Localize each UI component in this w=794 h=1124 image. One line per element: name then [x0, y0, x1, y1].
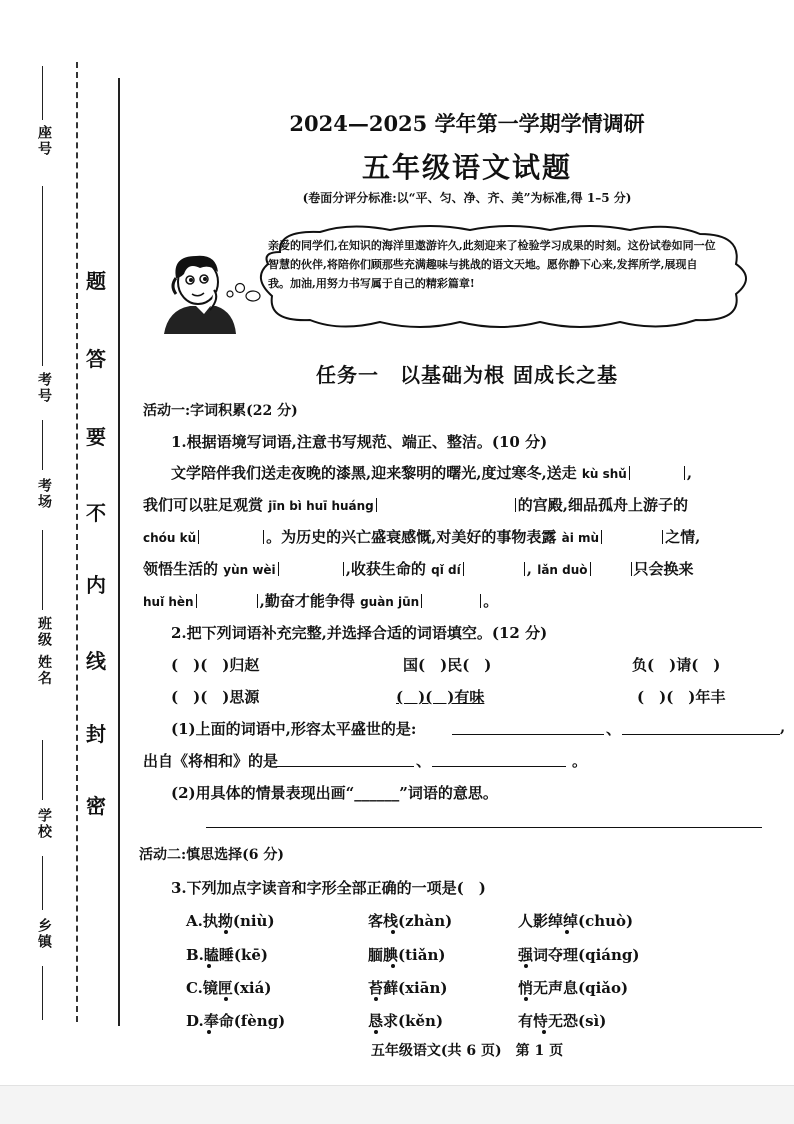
- emphasis-dot: [565, 930, 569, 934]
- pinyin-prompt: guàn jūn: [360, 595, 420, 609]
- room-label: 考场: [36, 478, 52, 510]
- seal-char: 答: [86, 347, 106, 371]
- emphasis-dot: [524, 997, 528, 1001]
- emphasis-dot: [391, 964, 395, 968]
- option-word: 恳求(kěn): [368, 1012, 444, 1030]
- option-word: 苔藓(xiān): [368, 979, 448, 997]
- school-label: 学校: [36, 808, 52, 840]
- idiom-fill[interactable]: ( )( )年丰: [637, 688, 726, 706]
- passage-text: 的宫殿,细品孤舟上游子的: [517, 496, 689, 514]
- sub-question: (1)上面的词语中,形容太平盛世的是:: [171, 720, 417, 738]
- emphasis-dot: [374, 997, 378, 1001]
- passage-text: ,收获生命的: [345, 560, 426, 578]
- pinyin-prompt: jīn bì huī huáng: [268, 499, 374, 513]
- greeting-text: 亲爱的同学们,在知识的海洋里遨游许久,此刻迎来了检验学习成果的时刻。这份试卷如同一位智慧的伙伴,将陪你们顾那些充满趣味与挑战的语文天地。愿你静下心来,发挥所学,展现自我。加油,用努力书写属于自己的精彩篇章!: [268, 239, 716, 290]
- idiom-fill[interactable]: ( )( )归赵: [171, 656, 260, 674]
- passage-text: 。: [483, 592, 499, 610]
- option-word[interactable]: A.执拗(niù): [186, 912, 275, 930]
- option-word: 强词夺理(qiáng): [518, 946, 640, 964]
- passage-text: 文学陪伴我们送走夜晚的漆黑,迎来黎明的曙光,度过寒冬,送走: [171, 464, 577, 482]
- seal-char: 要: [86, 425, 106, 449]
- seal-char: 封: [86, 722, 106, 746]
- passage-text: ,: [526, 560, 532, 578]
- idiom-fill-underlined[interactable]: ( )( )有味: [396, 688, 485, 706]
- idiom-fill[interactable]: ( )( )思源: [171, 688, 260, 706]
- seal-char: 内: [86, 573, 106, 597]
- option-word[interactable]: C.镜匣(xiá): [186, 979, 272, 997]
- class-name-label: 班级 姓名: [36, 616, 52, 687]
- viewer-bottom-bar: [0, 1085, 794, 1124]
- pinyin-prompt: qǐ dí: [431, 563, 461, 577]
- emphasis-dot: [207, 1030, 211, 1034]
- option-word: 客栈(zhàn): [368, 912, 453, 930]
- passage-text: 领悟生活的: [143, 560, 219, 578]
- exam-no-label: 考号: [36, 372, 52, 404]
- option-word: 有恃无恐(sì): [518, 1012, 607, 1030]
- pinyin-prompt: yùn wèi: [223, 563, 276, 577]
- pinyin-prompt: ài mù: [561, 531, 600, 545]
- question-prompt: 2.把下列词语补充完整,并选择合适的词语填空。(12 分): [171, 624, 548, 642]
- separator: 、: [606, 720, 622, 738]
- pinyin-prompt: chóu kǔ: [143, 531, 197, 545]
- passage-text: 。为历史的兴亡盛衰感慨,对美好的事物表露: [266, 528, 557, 546]
- activity-title: 活动二:慎思选择(6 分): [139, 847, 285, 863]
- activity-title: 活动一:字词积累(22 分): [143, 403, 298, 419]
- option-word[interactable]: D.奉命(fèng): [186, 1012, 286, 1030]
- emphasis-dot: [542, 1030, 546, 1034]
- pinyin-prompt: kù shǔ: [581, 467, 627, 481]
- scoring-note: (卷面分评分标准:以“平、匀、净、齐、美”为标准,得 1–5 分): [302, 191, 632, 205]
- exam-subject-title: 五年级语文试题: [361, 151, 572, 184]
- passage-text: 我们可以驻足观赏: [143, 496, 264, 514]
- town-label: 乡镇: [36, 918, 52, 950]
- idiom-fill[interactable]: 负( )请( ): [632, 656, 721, 674]
- idiom-fill[interactable]: 国( )民( ): [403, 656, 492, 674]
- passage-text: ,勤奋才能争得: [259, 592, 355, 610]
- task-title: 任务一 以基础为根 固成长之基: [316, 363, 618, 387]
- question-prompt: 3.下列加点字读音和字形全部正确的一项是( ): [171, 879, 486, 897]
- emphasis-dot: [524, 964, 528, 968]
- passage-text: 之情,: [665, 528, 701, 546]
- passage-text: ,: [686, 464, 693, 482]
- seal-char: 题: [86, 269, 106, 293]
- question-prompt: 1.根据语境写词语,注意书写规范、端正、整洁。(10 分): [171, 433, 548, 451]
- option-word: 腼腆(tiǎn): [368, 946, 446, 964]
- emphasis-dot: [374, 1030, 378, 1034]
- pinyin-prompt: huǐ hèn: [143, 595, 194, 609]
- separator: 、: [416, 752, 432, 770]
- separator: ,: [780, 718, 786, 736]
- separator: 。: [572, 752, 588, 770]
- exam-title: 2024—2025 学年第一学期学情调研: [289, 111, 645, 136]
- seal-char: 线: [86, 649, 106, 673]
- pinyin-prompt: lǎn duò: [537, 563, 588, 577]
- emphasis-dot: [207, 964, 211, 968]
- emphasis-dot: [391, 930, 395, 934]
- seal-char: 密: [86, 794, 106, 818]
- sub-question: 出自《将相和》的是: [143, 752, 279, 770]
- emphasis-dot: [224, 930, 228, 934]
- seal-char: 不: [86, 501, 106, 525]
- sub-question: (2)用具体的情景表现出画“______”词语的意思。: [171, 784, 498, 802]
- option-word[interactable]: B.瞌睡(kē): [186, 946, 269, 964]
- seat-label: 座号: [36, 125, 52, 157]
- option-word: 悄无声息(qiǎo): [518, 979, 629, 997]
- emphasis-dot: [224, 997, 228, 1001]
- option-word: 人影绰绰(chuò): [518, 912, 634, 930]
- page-footer: 五年级语文(共 6 页) 第 1 页: [370, 1043, 564, 1059]
- passage-text: 只会换来: [633, 560, 694, 578]
